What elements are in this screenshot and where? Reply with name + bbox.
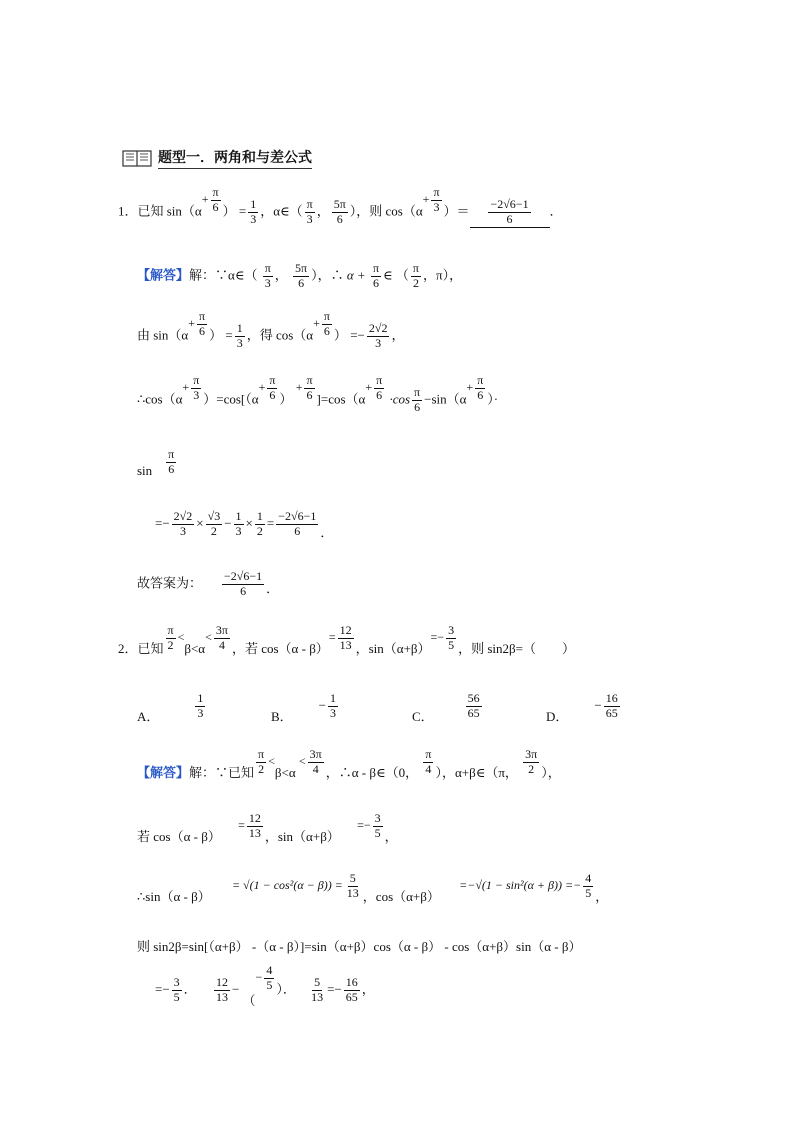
frac-den: 3 [179, 523, 186, 538]
frac-den: 3 [197, 705, 204, 720]
option-letter: D． [546, 709, 569, 725]
frac-num: 4 [585, 871, 592, 885]
sqrt-expr: = √(1 − cos²(α − β)) = [231, 878, 343, 893]
frac-num: π [199, 309, 206, 324]
q2-text: 2．已知 [118, 641, 164, 657]
q1-end: ． [549, 203, 563, 219]
frac-den: 13 [248, 825, 261, 840]
frac-num: π [167, 623, 174, 637]
eq: = [328, 630, 336, 645]
sol2-text: ，cos（α+β） [362, 889, 440, 905]
sol1-alpha: α + [346, 267, 369, 283]
frac-den: 6 [506, 211, 513, 226]
frac-num: 5π [333, 197, 346, 211]
frac-den: 6 [414, 399, 421, 414]
section-heading [122, 146, 312, 170]
frac-den: 6 [323, 324, 330, 339]
plus: + [313, 316, 320, 331]
plus: + [188, 316, 196, 331]
minus: − [255, 970, 263, 985]
frac-num: π [168, 447, 175, 461]
q1-eq: = [238, 203, 247, 219]
frac-den: 4 [425, 761, 432, 776]
frac-den: 65 [605, 705, 618, 720]
frac-num: π [323, 309, 330, 324]
frac-num: 3π [215, 623, 228, 637]
eq-neg: =− [430, 630, 445, 645]
frac-den: 2 [412, 275, 419, 290]
comma: ， [391, 327, 405, 343]
option-d[interactable] [546, 691, 622, 725]
frac-num: π [269, 373, 276, 388]
frac-num: 1 [330, 691, 337, 705]
sol1-line3 [137, 373, 499, 415]
frac-num: π [306, 197, 313, 211]
comma: ， [361, 981, 375, 997]
q1-range: ，α∈（ [260, 203, 303, 219]
sol1-line2 [137, 309, 405, 351]
sol1-text: 解：∵α∈（ [189, 267, 258, 283]
eq: = [225, 327, 233, 343]
frac-num: 12 [339, 623, 352, 637]
frac-den: 65 [467, 705, 480, 720]
frac-num: 12 [215, 975, 228, 989]
book-icon [122, 148, 152, 168]
frac-num: 3π [525, 747, 538, 761]
sol2-line5 [155, 963, 375, 1009]
frac-den: 2 [258, 761, 265, 776]
plus: + [182, 380, 190, 395]
frac-den: 5 [585, 885, 592, 900]
option-sign: − [594, 697, 602, 713]
frac-num: 3 [448, 623, 455, 637]
sol2-text: ∴sin（α - β） [137, 889, 211, 905]
period: ． [320, 525, 334, 541]
sol1-text: （ [395, 267, 409, 283]
q2-text: ，sin（α+β） [355, 641, 431, 657]
sin-term: sin [137, 463, 153, 479]
frac-pi-3b [431, 186, 441, 215]
sol1-text: ∴cos（α [137, 391, 183, 407]
frac-num: π [258, 747, 265, 761]
frac-den: 13 [339, 637, 352, 652]
frac-num: π [193, 373, 200, 388]
frac-num: −2√6−1 [278, 509, 317, 523]
frac-den: 13 [215, 989, 228, 1004]
plus: + [295, 380, 303, 395]
frac-den: 6 [336, 211, 343, 226]
frac-num: π [433, 185, 440, 200]
frac-pi-6 [211, 186, 221, 215]
option-letter: A． [137, 709, 160, 725]
sol1-text: ），∴ [311, 267, 344, 283]
frac-num: 1 [250, 197, 257, 211]
times: × [245, 515, 253, 531]
lt: < [268, 754, 275, 769]
frac-den: 6 [168, 461, 175, 476]
frac-den: 5 [266, 978, 273, 993]
frac-den: 5 [448, 637, 455, 652]
frac-den: 2 [167, 637, 174, 652]
eq-neg: =− [350, 327, 365, 343]
option-sign: − [318, 697, 327, 713]
q1-plus: + [201, 192, 209, 207]
option-b[interactable] [271, 691, 340, 725]
frac-den: 2 [210, 523, 217, 538]
sol1-text: ，π [422, 267, 443, 283]
frac-den: 4 [312, 761, 319, 776]
plus: + [365, 380, 373, 395]
sol2-text: ），α+β∈（π， [435, 765, 518, 781]
eq-neg: =− [357, 818, 371, 833]
cos-term: ·cos [389, 391, 411, 407]
frac-den: 5 [374, 825, 381, 840]
paren: ） [209, 327, 223, 343]
sol1-text: ）=cos[（α [203, 391, 259, 407]
section-title: 题型一．两角和与差公式 [158, 147, 312, 169]
answer-blank [470, 198, 550, 228]
option-a[interactable] [137, 691, 207, 725]
frac-num: 2√2 [368, 321, 388, 335]
frac-num: 56 [467, 691, 480, 705]
eq-neg: =− [155, 515, 170, 531]
frac-den: 3 [375, 335, 382, 350]
sol2-text: 若 cos（α - β） [137, 829, 221, 845]
q1-paren2: ）＝ [443, 203, 470, 219]
q2-text: ，若 cos（α - β） [231, 641, 329, 657]
frac-num: 5π [295, 261, 308, 275]
minus: − [224, 515, 232, 531]
period: ． [266, 581, 280, 597]
sol2-line2 [137, 811, 398, 853]
eq-neg: =− [327, 981, 342, 997]
paren: （ [242, 993, 256, 1009]
sol1-text: 由 sin（α [137, 327, 189, 343]
frac-num: π [372, 261, 380, 275]
comma: ， [595, 889, 609, 905]
frac-den: 6 [373, 275, 379, 290]
frac-den: 65 [345, 989, 358, 1004]
sol2-text: ，sin（α+β） [264, 829, 340, 845]
q1-plus: + [422, 192, 430, 207]
q2-options [137, 692, 657, 732]
sol2-text: 解：∵已知 [189, 765, 255, 781]
frac-den: 3 [236, 335, 243, 350]
q1-paren: ） [222, 203, 236, 219]
sol2-text: ，∴α - β∈（0， [325, 765, 419, 781]
frac-den: 3 [264, 275, 271, 290]
frac-den: 3 [235, 523, 242, 538]
frac-den: 2 [256, 523, 263, 538]
frac-num: 1 [256, 509, 263, 523]
frac-num: 5 [349, 871, 356, 885]
times: × [196, 515, 204, 531]
frac-num: 1 [235, 509, 242, 523]
plus: + [466, 380, 474, 395]
q2-text: β<α [184, 641, 206, 657]
frac-den: 6 [294, 523, 301, 538]
frac-num: π [412, 261, 419, 275]
frac-den: 13 [311, 989, 324, 1004]
frac-5pi-6 [332, 198, 348, 227]
sol1-final [137, 570, 279, 599]
sol2-text: ）． [276, 981, 296, 997]
frac-den: 5 [173, 989, 180, 1004]
frac-den: 6 [306, 388, 313, 403]
sol1-text: ）， [442, 267, 463, 283]
lt: < [177, 630, 185, 645]
frac-num: −2√6−1 [490, 197, 529, 211]
frac-pi-3 [305, 198, 315, 227]
q2-text: ，则 sin2β=（ ） [458, 641, 575, 657]
frac-num: 1 [236, 321, 243, 335]
frac-num: π [212, 185, 219, 200]
frac-num: 1 [197, 691, 204, 705]
sol2-line4 [137, 936, 581, 955]
dot: ． [183, 981, 197, 997]
paren: ） [279, 391, 293, 407]
frac-den: 3 [330, 705, 337, 720]
sol1-text: ， [274, 267, 288, 283]
lt: < [205, 630, 212, 645]
frac-den: 6 [212, 200, 219, 215]
frac-den: 4 [218, 637, 225, 652]
sol2-line3 [137, 871, 609, 913]
sol1-line1 [137, 262, 462, 291]
sol1-line5 [155, 510, 333, 539]
frac-num: π [264, 261, 271, 275]
frac-den: 6 [376, 388, 383, 403]
option-letter: C． [412, 709, 434, 725]
sol1-text: ]=cos（α [316, 391, 366, 407]
frac-num: 3 [173, 975, 180, 989]
option-c[interactable] [412, 691, 484, 725]
eq: = [266, 515, 275, 531]
sol1-text: ）· [487, 391, 499, 407]
frac-num: 16 [605, 691, 618, 705]
frac-den: 6 [298, 275, 305, 290]
frac-num: π [306, 373, 313, 388]
plus: + [258, 380, 266, 395]
minus: − [231, 981, 240, 997]
comma: ， [384, 829, 398, 845]
frac-num: 5 [314, 975, 321, 989]
final-answer-text: 故答案为： [137, 575, 203, 591]
frac-den: 3 [306, 211, 313, 226]
lt: < [298, 754, 306, 769]
eq-neg: =− [155, 981, 170, 997]
frac-num: π [477, 373, 484, 388]
frac-den: 6 [477, 388, 484, 403]
sol2-text: 则 sin2β=sin[（α+β） -（α - β）]=sin（α+β）cos（α - β） - cos（α+β）sin（α - β） [137, 939, 582, 954]
frac-num: π [414, 385, 421, 399]
frac-num: π [376, 373, 383, 388]
sol2-text: β<α [274, 765, 296, 781]
frac-num: π [425, 747, 432, 761]
frac-1-3 [248, 198, 258, 227]
frac-num: −2√6−1 [224, 569, 263, 583]
sol1-text: ，得 cos（α [246, 327, 314, 343]
sqrt-expr-2: =−√(1 − sin²(α + β)) =− [459, 878, 582, 893]
frac-den: 3 [193, 388, 200, 403]
frac-den: 13 [346, 885, 359, 900]
answer-label: 【解答】 [137, 268, 190, 284]
frac-den: 6 [269, 388, 276, 403]
q1-text: 1．已知 sin（α [118, 203, 202, 219]
frac-den: 2 [528, 761, 535, 776]
sol1-text: ∈ [383, 267, 393, 283]
q1-comma: ， [316, 203, 330, 219]
frac-num: 2√2 [173, 509, 193, 523]
eq: = [238, 818, 245, 833]
paren: ） [333, 327, 347, 343]
sol2-text: ）， [541, 765, 561, 781]
frac-den: 6 [199, 324, 206, 339]
frac-num: 12 [248, 811, 261, 825]
frac-num: 16 [345, 975, 358, 989]
frac-num: 3 [374, 811, 381, 825]
question-1 [118, 185, 563, 228]
answer-label: 【解答】 [137, 766, 190, 782]
frac-num: √3 [207, 509, 221, 523]
frac-num: 3π [309, 747, 322, 761]
minus: − [424, 391, 432, 407]
frac-den: 3 [433, 200, 440, 215]
q1-rest: ），则 cos（α [349, 203, 423, 219]
frac-num: 4 [266, 963, 273, 978]
sol1-line4 [137, 448, 178, 477]
sol1-text: sin（α [431, 391, 467, 407]
frac-den: 3 [250, 211, 257, 226]
option-letter: B． [271, 709, 293, 725]
frac-den: 6 [240, 583, 247, 598]
